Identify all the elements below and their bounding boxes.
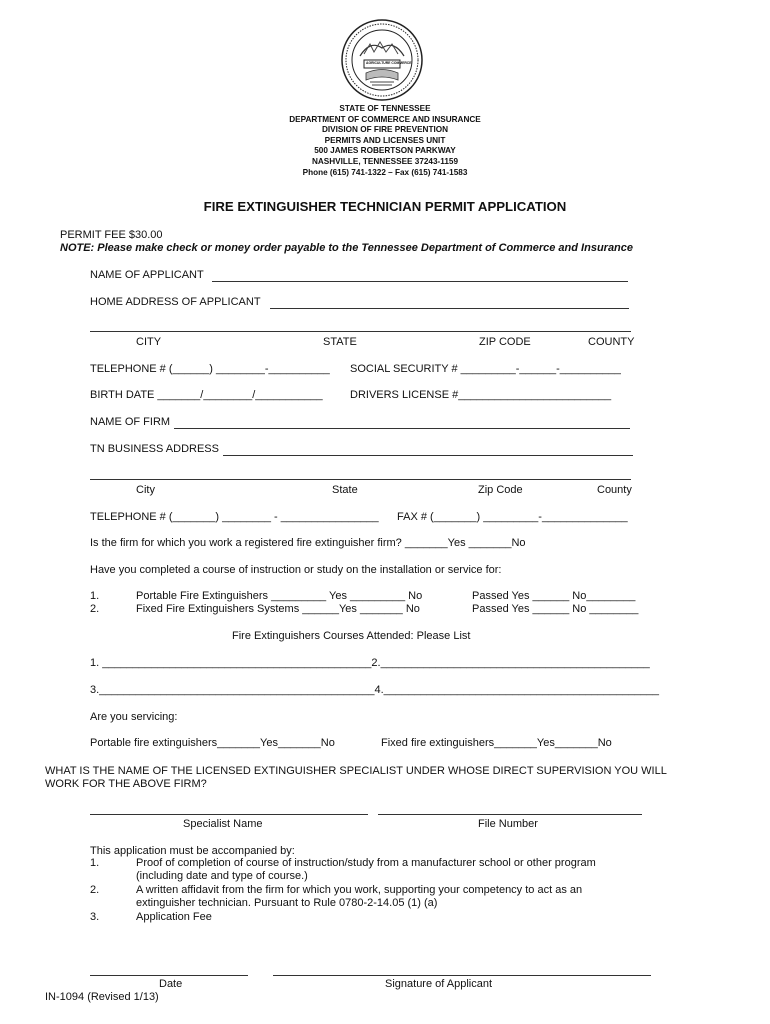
firm-name-label: NAME OF FIRM (90, 416, 171, 428)
courses-attended-label: Fire Extinguishers Courses Attended: Please List (232, 630, 471, 642)
servicing-portable[interactable]: Portable fire extinguishers_______Yes_______No (90, 737, 335, 749)
servicing-question: Are you servicing: (90, 711, 178, 723)
specialist-question-line1: WHAT IS THE NAME OF THE LICENSED EXTINGUISHER SPECIALIST UNDER WHOSE DIRECT SUPERVISION YOU WILL (45, 765, 667, 777)
agency-header (0, 104, 770, 178)
applicant-name-field[interactable] (212, 281, 628, 282)
header-street: 500 JAMES ROBERTSON PARKWAY (314, 146, 456, 156)
course-row-1-passed[interactable]: Passed Yes ______ No________ (472, 590, 636, 602)
date-caption: Date (159, 978, 183, 990)
business-address-field[interactable] (223, 455, 633, 456)
requirement-1-line1: Proof of completion of course of instruction/study from a manufacturer school or other program (136, 857, 596, 869)
header-division: DIVISION OF FIRE PREVENTION (321, 125, 448, 135)
business-address-label: TN BUSINESS ADDRESS (90, 443, 219, 455)
permit-fee: PERMIT FEE $30.00 (60, 229, 163, 241)
birth-date-field[interactable]: BIRTH DATE _______/________/___________ (90, 389, 323, 401)
home-state-caption: STATE (323, 336, 357, 348)
requirement-2-line1: A written affidavit from the firm for which you work, supporting your competency to act as an (136, 884, 583, 896)
payment-note: NOTE: Please make check or money order payable to the Tennessee Department of Commerce and Insurance (60, 242, 634, 254)
course-row-2-fixed[interactable]: Fixed Fire Extinguishers Systems ______Yes _______ No (136, 603, 420, 615)
requirement-1-number: 1. (90, 857, 100, 869)
registered-firm-question[interactable]: Is the firm for which you work a registered fire extinguisher firm? _______Yes _______No (90, 537, 526, 549)
signature-field[interactable] (273, 975, 651, 976)
specialist-question-line2: WORK FOR THE ABOVE FIRM? (45, 778, 207, 790)
firm-city-caption: City (136, 484, 155, 496)
seal-icon (340, 18, 424, 102)
requirement-2-line2: extinguisher technician. Pursuant to Rule 0780-2-14.05 (1) (a) (136, 897, 438, 909)
firm-telephone-field[interactable]: TELEPHONE # (_______) ________ - ________________ (90, 511, 379, 523)
header-state: STATE OF TENNESSEE (339, 104, 431, 113)
home-address-line2-field[interactable] (90, 331, 631, 332)
course-row-1-number: 1. (90, 590, 100, 602)
course-row-1-portable[interactable]: Portable Fire Extinguishers _________ Yes _________ No (136, 590, 423, 602)
file-number-caption: File Number (478, 818, 538, 830)
home-county-caption: COUNTY (588, 336, 635, 348)
header-phone-fax: Phone (615) 741-1322 – Fax (615) 741-1583 (302, 167, 468, 177)
course-list-line-2[interactable]: 3._____________________________________________4._____________________________________________ (90, 684, 659, 696)
firm-fax-field[interactable]: FAX # (_______) _________-______________ (397, 511, 628, 523)
drivers-license-field[interactable]: DRIVERS LICENSE #_________________________ (350, 389, 612, 401)
applicant-name-label: NAME OF APPLICANT (90, 269, 204, 281)
home-address-field[interactable] (270, 308, 629, 309)
seal-text: AGRICULTURE COMMERCE (366, 61, 412, 65)
servicing-fixed[interactable]: Fixed fire extinguishers_______Yes_______No (381, 737, 612, 749)
firm-state-caption: State (332, 484, 358, 496)
header-unit: PERMITS AND LICENSES UNIT (324, 135, 446, 145)
firm-zip-caption: Zip Code (478, 484, 523, 496)
signature-caption: Signature of Applicant (385, 978, 493, 990)
firm-name-field[interactable] (174, 428, 630, 429)
requirement-2-number: 2. (90, 884, 100, 896)
specialist-name-caption: Specialist Name (183, 818, 263, 830)
social-security-field[interactable]: SOCIAL SECURITY # _________-______-__________ (350, 363, 621, 375)
page-title: FIRE EXTINGUISHER TECHNICIAN PERMIT APPLICATION (203, 199, 567, 214)
file-number-field[interactable] (378, 814, 642, 815)
home-city-caption: CITY (136, 336, 162, 348)
header-department: DEPARTMENT OF COMMERCE AND INSURANCE (289, 114, 481, 124)
home-zip-caption: ZIP CODE (479, 336, 531, 348)
header-city: NASHVILLE, TENNESSEE 37243-1159 (311, 156, 459, 166)
business-address-line2-field[interactable] (90, 479, 631, 480)
course-row-2-passed[interactable]: Passed Yes ______ No ________ (472, 603, 639, 615)
firm-county-caption: County (597, 484, 632, 496)
course-question: Have you completed a course of instruction or study on the installation or service for: (90, 564, 502, 576)
date-field[interactable] (90, 975, 248, 976)
applicant-telephone-field[interactable]: TELEPHONE # (______) ________-__________ (90, 363, 330, 375)
specialist-name-field[interactable] (90, 814, 368, 815)
form-id: IN-1094 (Revised 1/13) (45, 991, 159, 1003)
course-row-2-number: 2. (90, 603, 100, 615)
state-seal (340, 18, 424, 102)
requirement-3-line1: Application Fee (136, 911, 212, 923)
requirement-3-number: 3. (90, 911, 100, 923)
course-list-line-1[interactable]: 1. ____________________________________________2.____________________________________________ (90, 657, 650, 669)
requirements-intro: This application must be accompanied by: (90, 845, 295, 857)
requirement-1-line2: (including date and type of course.) (136, 870, 308, 882)
home-address-label: HOME ADDRESS OF APPLICANT (90, 296, 261, 308)
